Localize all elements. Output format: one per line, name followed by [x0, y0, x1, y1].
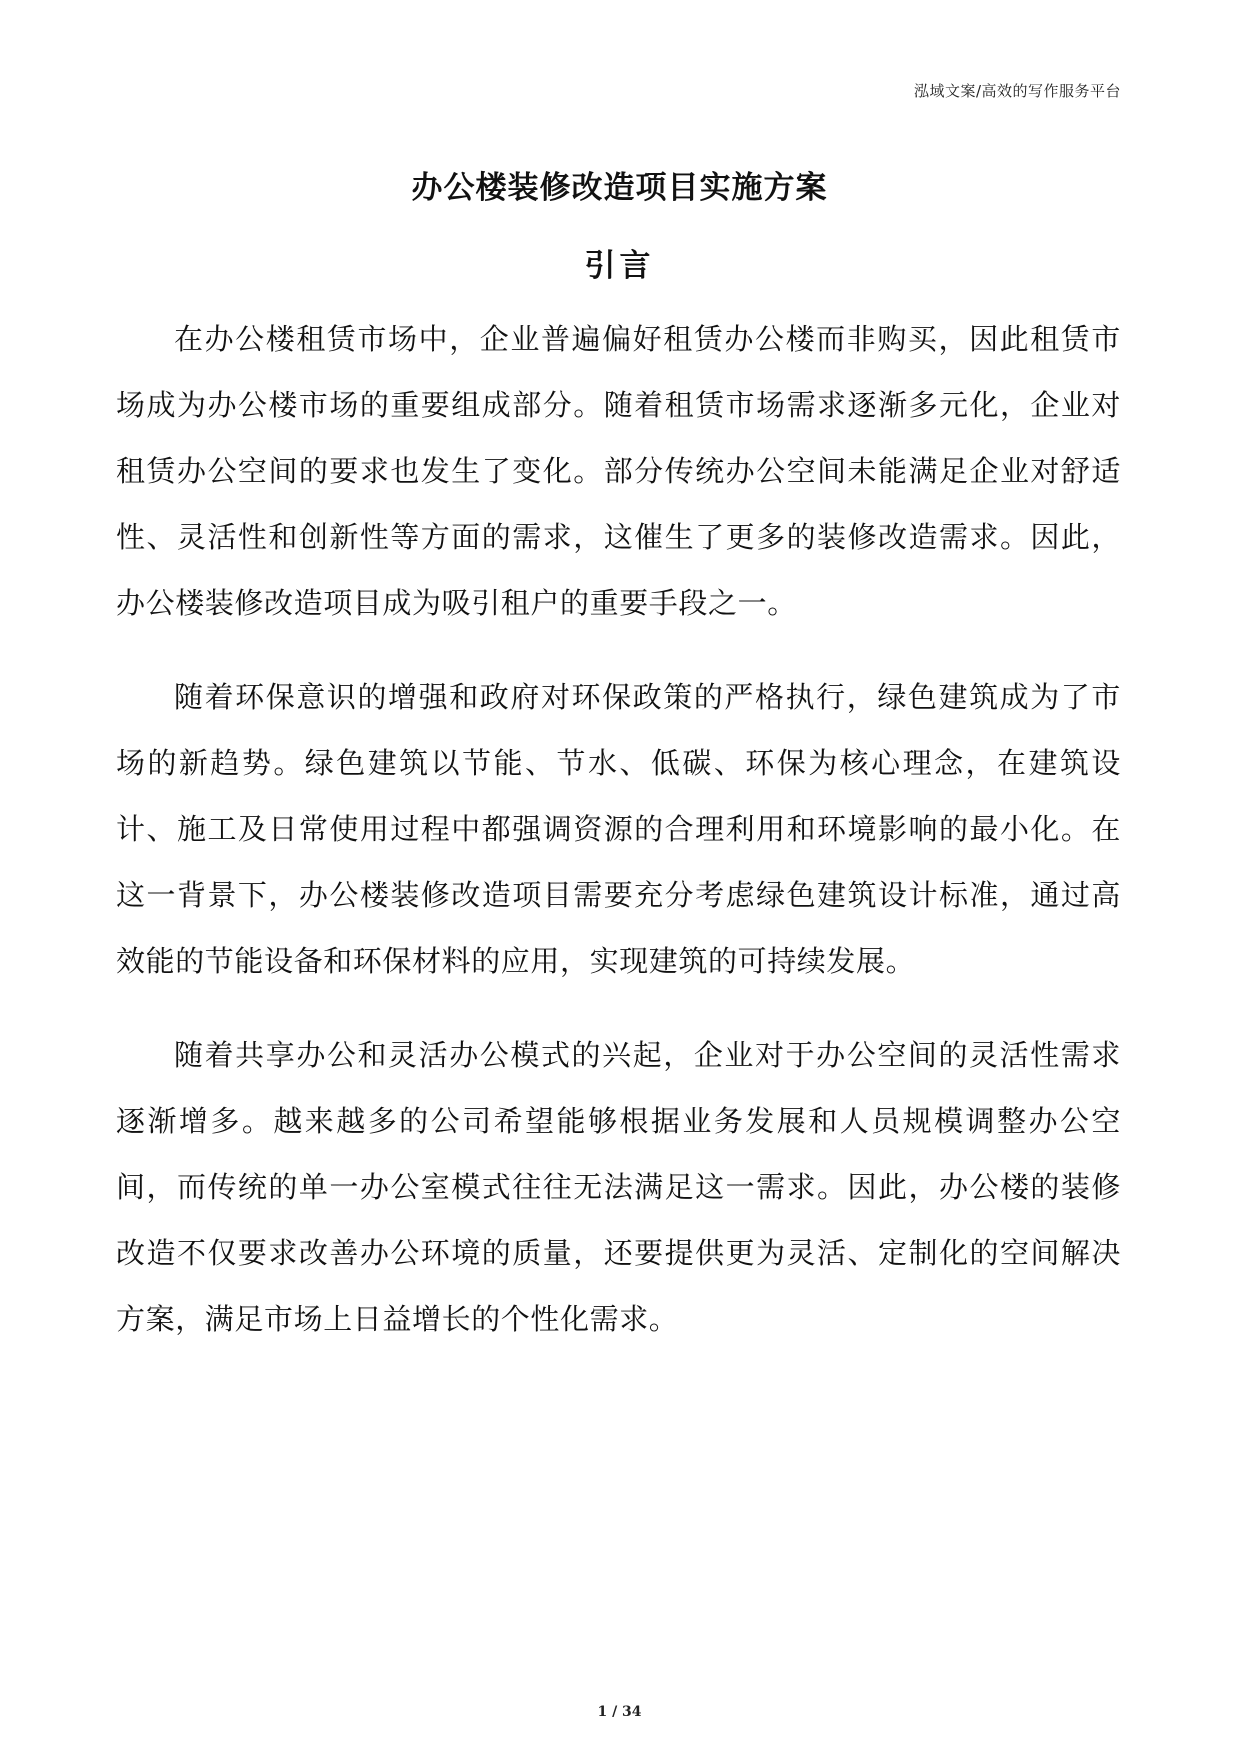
paragraph: 在办公楼租赁市场中，企业普遍偏好租赁办公楼而非购买，因此租赁市场成为办公楼市场的重要组成部分。随着租赁市场需求逐渐多元化，企业对租赁办公空间的要求也发生了变化。部分传统办公空间未能满足企业对舒适性、灵活性和创新性等方面的需求，这催生了更多的装修改造需求。因此，办公楼装修改造项目成为吸引租户的重要手段之一。 — [116, 322, 1121, 620]
document-body — [116, 306, 1121, 1380]
paragraph: 随着环保意识的增强和政府对环保政策的严格执行，绿色建筑成为了市场的新趋势。绿色建筑以节能、节水、低碳、环保为核心理念，在建筑设计、施工及日常使用过程中都强调资源的合理利用和环境影响的最小化。在这一背景下，办公楼装修改造项目需要充分考虑绿色建筑设计标准，通过高效能的节能设备和环保材料的应用，实现建筑的可持续发展。 — [116, 680, 1121, 978]
document-title: 办公楼装修改造项目实施方案 — [411, 170, 828, 206]
header-brand-text: 泓域文案/高效的写作服务平台 — [913, 82, 1121, 100]
section-heading: 引言 — [584, 248, 655, 284]
paragraph: 随着共享办公和灵活办公模式的兴起，企业对于办公空间的灵活性需求逐渐增多。越来越多的公司希望能够根据业务发展和人员规模调整办公空间，而传统的单一办公室模式往往无法满足这一需求。因此，办公楼的装修改造不仅要求改善办公环境的质量，还要提供更为灵活、定制化的空间解决方案，满足市场上日益增长的个性化需求。 — [116, 1038, 1121, 1336]
page-number: 1 / 34 — [597, 1704, 642, 1720]
